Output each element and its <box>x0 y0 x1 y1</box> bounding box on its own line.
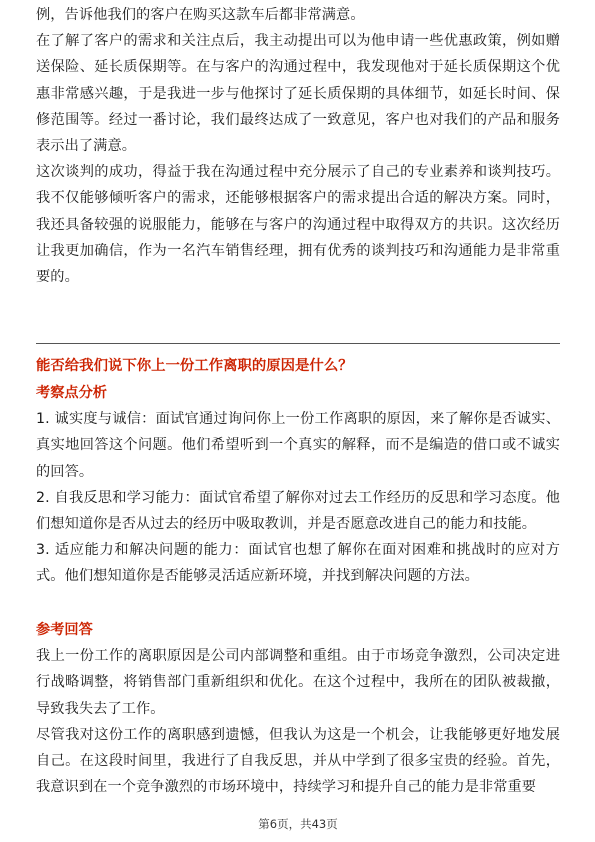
analysis-item: 1. 诚实度与诚信：面试官通过询问你上一份工作离职的原因，来了解你是否诚实、真实地回答这个问题。他们希望听到一个真实的解释，而不是编造的借口或不诚实的回答。 <box>36 411 560 480</box>
analysis-item: 3. 适应能力和解决问题的能力：面试官也想了解你在面对困难和挑战时的应对方式。他们想知道你是否能够灵活适应新环境，并找到解决问题的方法。 <box>36 542 560 585</box>
analysis-heading: 考察点分析 <box>36 385 107 401</box>
intro-section <box>36 2 560 290</box>
page-number: 第6页，共43页 <box>258 817 338 831</box>
answer-paragraph: 我上一份工作的离职原因是公司内部调整和重组。由于市场竞争激烈，公司决定进行战略调整，将销售部门重新组织和优化。在这个过程中，我所在的团队被裁撤，导致我失去了工作。 <box>36 648 560 717</box>
analysis-section <box>36 380 560 590</box>
document-page <box>36 0 560 842</box>
answer-section <box>36 617 560 800</box>
question-title: 能否给我们说下你上一份工作离职的原因是什么？ <box>36 358 353 374</box>
intro-paragraph: 在了解了客户的需求和关注点后，我主动提出可以为他申请一些优惠政策，例如赠送保险、延长质保期等。在与客户的沟通过程中，我发现他对于延长质保期这个优惠非常感兴趣，于是我进一步与他探讨了延长质保期的具体细节，如延长时间、保修范围等。经过一番讨论，我们最终达成了一致意见，客户也对我们的产品和服务表示出了满意。 <box>36 33 560 155</box>
intro-paragraph: 这次谈判的成功，得益于我在沟通过程中充分展示了自己的专业素养和谈判技巧。我不仅能够倾听客户的需求，还能够根据客户的需求提出合适的解决方案。同时，我还具备较强的说服能力，能够在与客户的沟通过程中取得双方的共识。这次经历让我更加确信，作为一名汽车销售经理，拥有优秀的谈判技巧和沟通能力是非常重要的。 <box>36 164 560 286</box>
intro-paragraph: 例，告诉他我们的客户在购买这款车后都非常满意。 <box>36 7 365 23</box>
answer-heading: 参考回答 <box>36 622 93 638</box>
analysis-item: 2. 自我反思和学习能力：面试官希望了解你对过去工作经历的反思和学习态度。他们想知道你是否从过去的经历中吸取教训，并是否愿意改进自己的能力和技能。 <box>36 489 560 533</box>
section-divider <box>36 343 560 344</box>
answer-paragraph: 尽管我对这份工作的离职感到遗憾，但我认为这是一个机会，让我能够更好地发展自己。在这段时间里，我进行了自我反思，并从中学到了很多宝贵的经验。首先，我意识到在一个竞争激烈的市场环境中，持续学习和提升自己的能力是非常重要 <box>36 726 560 796</box>
